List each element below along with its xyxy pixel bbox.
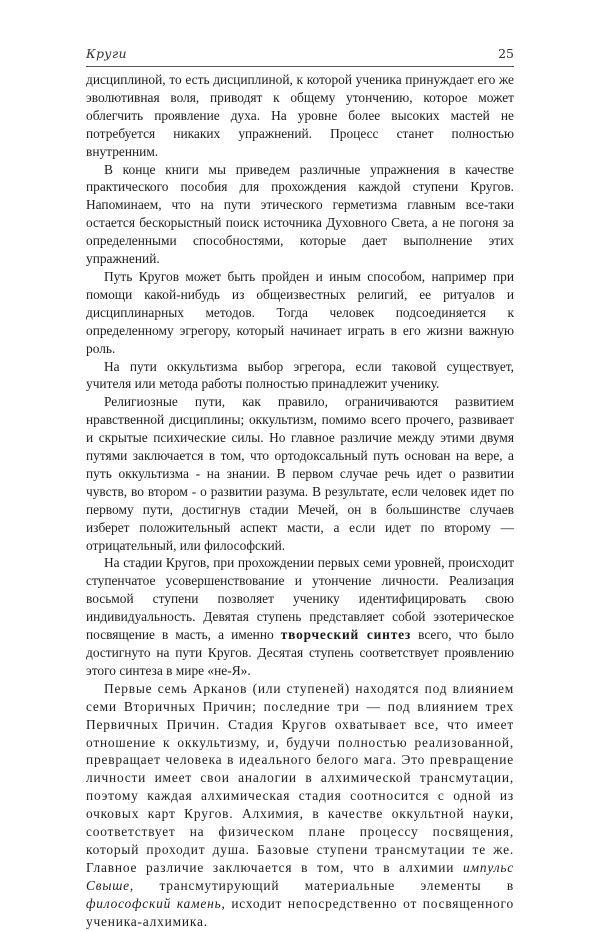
header-rule [86,66,514,67]
paragraph-6 [86,554,514,679]
paragraph-6-text: На стадии Кругов, при прохождении первых семи уровней, происходит ступенчатое усовершенствование и утончение личности. Реализация восьмой ступени позволяет ученику идентифицировать свою индивидуальность. Девятая ступень представляет собой эзотерическое посвящение в масть, а именно [86,555,514,643]
philosophers-stone-term: философский камень [86,895,222,911]
paragraph-2: В конце книги мы приведем различные упражнения в качестве практического пособия для прохождения каждой ступени Кругов. Напоминаем, что на пути этического герметизма главным все-таки остается бескорыстный поиск источника Духовного Света, а не погоня за определенными способностями, которые дает выполнение этих упражнений. [86,161,514,267]
paragraph-4: На пути оккультизма выбор эгрегора, если таковой существует, учителя или метода работы полностью принадлежит ученику. [86,358,514,392]
page-number: 25 [498,46,514,61]
paragraph-7-tail: , исходит непосредственно от посвященного ученика-алхимика. [86,895,514,929]
impulse-term: импульс Свыше [86,859,514,893]
running-header [86,46,514,66]
running-title: Круги [86,46,127,61]
paragraph-7-text: Первые семь Арканов (или ступеней) находятся под влиянием семи Вторичных Причин; последние три — под влиянием трех Первичных Причин. Стадия Кругов охватывает все, что имеет отношение к оккультизму, и, будучи полностью реализованной, превращает человека в идеального белого мага. Это превращение личности имеет свои аналогии в алхимической трансмутации, поэтому каждая алхимическая стадия соотносится с одной из очковых карт Кругов. Алхимия, в качестве оккультной науки, соответствует на физическом плане процессу посвящения, который проходит душа. Базовые ступени трансмутации те же. Главное различие заключается в том, что в алхимии [86,680,514,875]
paragraph-6-tail: всего, что было достигнуто на пути Кругов. Десятая ступень соответствует проявлению этого синтеза в мире «не-Я». [86,627,514,678]
body-text [86,71,514,931]
paragraph-5: Религиозные пути, как правило, ограничиваются развитием нравственной дисциплины; оккультизм, помимо всего прочего, развивает и скрытые психические силы. Но главное различие между этими двумя путями заключается в том, что ортодоксальный путь основан на вере, а путь оккультизма - на знании. В первом случае речь идет о развитии чувств, во втором - о развитии разума. В результате, если человек идет по первому пути, достигнув стадии Мечей, он в большинстве случаев изберет положительный аспект масти, а если идет по второму — отрицательный, или философский. [86,394,514,553]
paragraph-7-mid: , трансмутирующий материальные элементы в [129,877,514,893]
creative-synthesis-term: творческий синтез [280,627,411,643]
paragraph-7 [86,680,514,931]
paragraph-1: дисциплиной, то есть дисциплиной, к которой ученика принуждает его же эволютивная воля, приводят к общему утончению, которое может облегчить проявление духа. На уровне более высоких мастей не потребуется никаких упражнений. Процесс станет полностью внутренним. [86,72,514,159]
paragraph-3: Путь Кругов может быть пройден и иным способом, например при помощи какой-нибудь из общеизвестных религий, ее ритуалов и дисциплинарных методов. Тогда человек подсоединяется к определенному эгрегору, который начинает играть в его жизни важную роль. [86,268,514,356]
